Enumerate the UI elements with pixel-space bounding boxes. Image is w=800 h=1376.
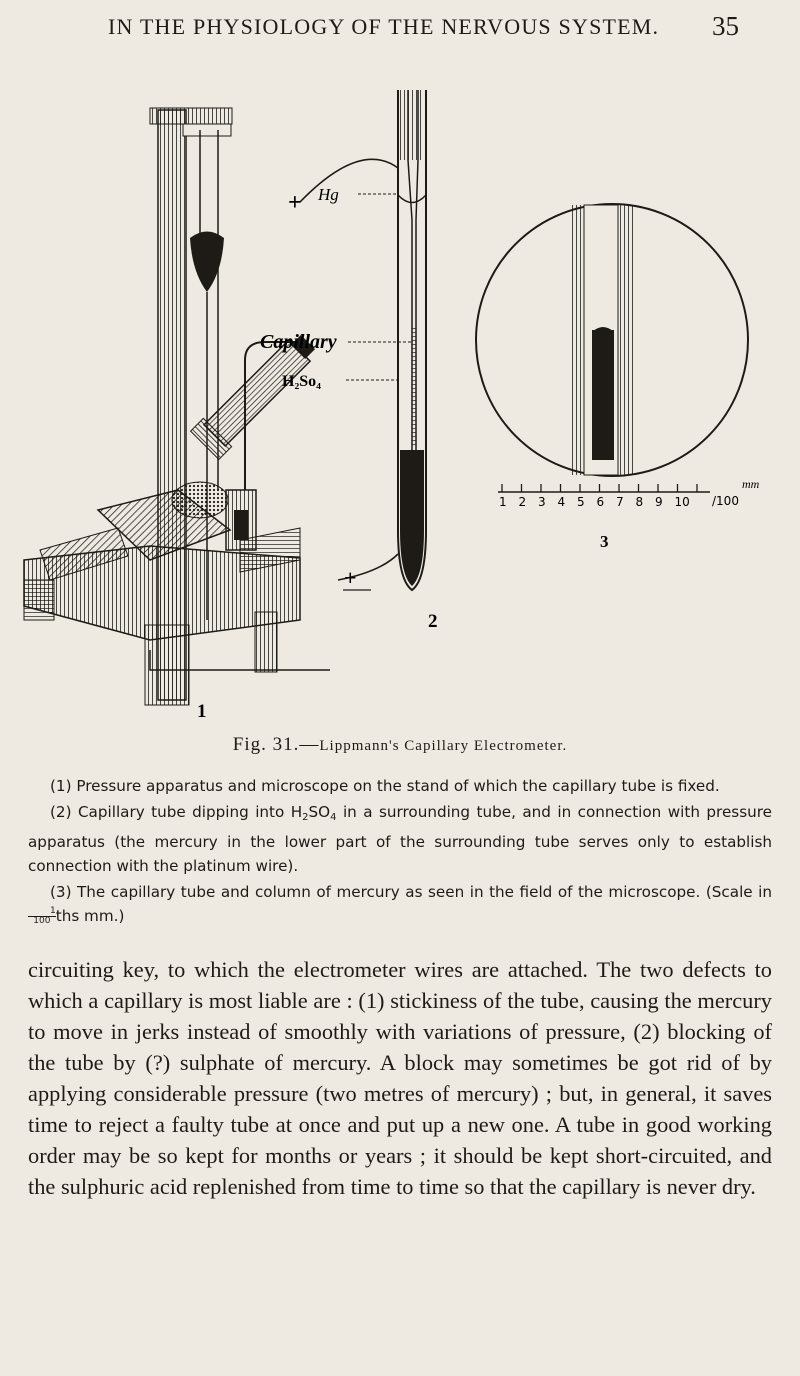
legend-item-1: (1) Pressure apparatus and microscope on the stand of which the capillary tube is fixed. (50, 777, 720, 795)
scale-number: 8 (635, 495, 644, 509)
apparatus-stand-illustration (24, 108, 330, 705)
scale-bar (498, 477, 760, 509)
scale-mm-label: mm (742, 477, 760, 491)
figure-caption (0, 734, 800, 756)
scale-number: 2 (518, 495, 527, 509)
figure-legend (28, 774, 772, 930)
panel-1-label: 1 (197, 701, 207, 722)
lippmann-electrometer-figure (0, 60, 800, 730)
capillary-label: Capillary (260, 331, 337, 353)
scale-number: 1 (499, 495, 507, 509)
h2so4-label: H₂So₄ (282, 373, 321, 390)
legend-item-3: (3) The capillary tube and column of mercury as seen in the field of the microscope. (Scale in $\frac{1}{100}ths$ mm.) (28, 880, 772, 928)
legend-item-2: (2) Capillary tube dipping into $H_2SO_4$ in a surrounding tube, and in connection with pressure apparatus (the mercury in the lower part of the surrounding tube serves only to establish connection with the platinum wire). (28, 803, 772, 875)
scale-number: 4 (557, 495, 566, 509)
panel-3-label: 3 (600, 532, 609, 551)
plus-sign-bottom: + (344, 565, 357, 590)
caption-title: Lippmann's Capillary Electrometer. (319, 738, 568, 754)
scale-number: 3 (538, 495, 546, 509)
scale-number: 9 (655, 495, 663, 509)
running-head: IN THE PHYSIOLOGY OF THE NERVOUS SYSTEM. (108, 14, 660, 39)
plus-sign-top: + (288, 190, 302, 216)
body-paragraph: circuiting key, to which the electrometer wires are attached. The two defects to which a capillary is most liable are : (1) stickiness of the tube, causing the mercury to move in jerks instead of smoothly with variations of pressure, (2) blocking of the tube by (?) sulphate of mercury. A block may sometimes be got rid of by applying considerable pressure (two metres of mercury) ; but, in general, it saves time to reject a faulty tube at once and put up a new one. A tube in good working order may be so kept for months or years ; it should be kept short-circuited, and the sulphuric acid replenished from time to time so that the capillary is never dry. (28, 957, 772, 1199)
caption-prefix: Fig. 31.— (232, 734, 320, 755)
scale-number: 5 (577, 495, 585, 509)
capillary-tube-illustration (260, 90, 426, 590)
scale-unit: /100 (712, 494, 739, 508)
scale-ticks (502, 484, 697, 492)
fraction: $\frac{1}{100}$ (28, 907, 56, 926)
hg-label: Hg (318, 185, 339, 204)
scale-number: 6 (596, 495, 605, 509)
page-number: 35 (712, 11, 739, 41)
microscope-field-illustration (476, 204, 748, 476)
scale-numbers (499, 495, 690, 509)
panel-2-label: 2 (428, 611, 438, 632)
page-header (0, 11, 800, 54)
scale-number: 7 (616, 495, 624, 509)
scale-number: 10 (674, 495, 690, 509)
